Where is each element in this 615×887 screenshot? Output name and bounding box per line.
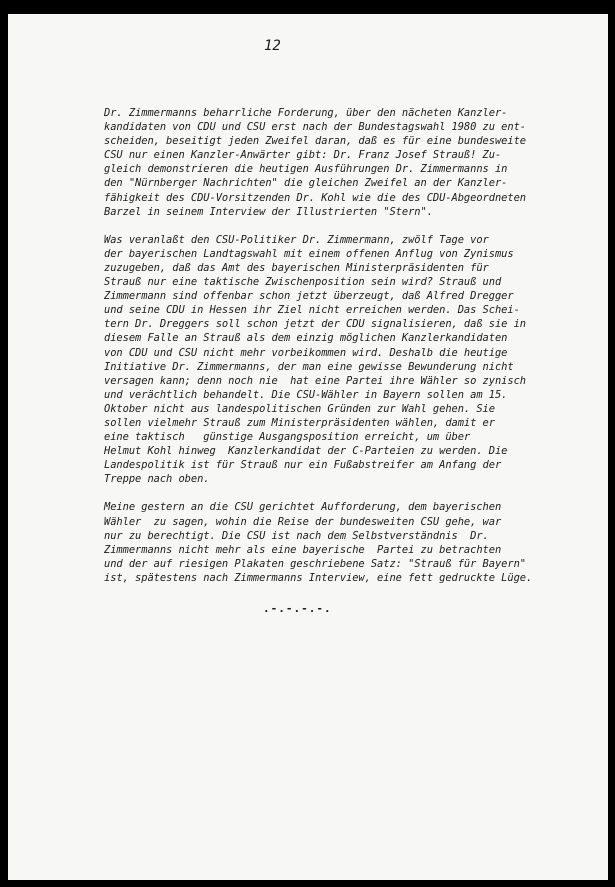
text-line: Treppe nach oben.	[104, 473, 210, 486]
text-line: fähigkeit des CDU-Vorsitzenden Dr. Kohl wie die des CDU-Abgeordneten	[104, 191, 526, 204]
text-line: der bayerischen Landtagswahl mit einem offenen Anflug von Zynismus	[104, 247, 514, 260]
text-line: ist, spätestens nach Zimmermanns Interview, eine fett gedruckte Lüge.	[104, 571, 533, 584]
text-line: Initiative Dr. Zimmermanns, der man eine gewisse Bewunderung nicht	[104, 360, 514, 373]
body-text	[104, 106, 600, 599]
text-line: Helmut Kohl hinweg Kanzlerkandidat der C-Parteien zu werden. Die	[104, 445, 508, 458]
text-line: gleich demonstrieren die heutigen Ausführungen Dr. Zimmermanns in	[104, 163, 508, 176]
text-line: Strauß nur eine taktische Zwischenposition sein wird? Strauß und	[104, 276, 502, 289]
page-number: 12	[264, 38, 281, 54]
text-line: Landespolitik ist für Strauß nur ein Fußabstreifer am Anfang der	[104, 459, 502, 472]
paragraph-3	[104, 500, 600, 585]
text-line: nur zu berechtigt. Die CSU ist nach dem Selbstverständnis Dr.	[104, 529, 489, 542]
text-line: Zimmermanns nicht mehr als eine bayerische Partei zu betrachten	[104, 543, 502, 556]
text-line: Barzel in seinem Interview der Illustrierten "Stern".	[104, 205, 433, 218]
text-line: diesem Falle an Strauß als dem einzig möglichen Kanzlerkandidaten	[104, 332, 508, 345]
text-line: kandidaten von CDU und CSU erst nach der Bundestagswahl 1980 zu ent-	[104, 121, 526, 134]
text-line: Wähler zu sagen, wohin die Reise der bundesweiten CSU gehe, war	[104, 515, 502, 528]
text-line: tern Dr. Dreggers soll schon jetzt der CDU signalisieren, daß sie in	[104, 318, 526, 331]
text-line: sollen vielmehr Strauß zum Ministerpräsidenten wählen, damit er	[104, 416, 495, 429]
end-separator: .-.-.-.-.	[263, 602, 332, 615]
text-line: zuzugeben, daß das Amt des bayerischen Ministerpräsidenten für	[104, 261, 489, 274]
text-line: Oktober nicht aus landespolitischen Gründen zur Wahl gehen. Sie	[104, 402, 495, 415]
text-line: CSU nur einen Kanzler-Anwärter gibt: Dr. Franz Josef Strauß! Zu-	[104, 149, 502, 162]
text-line: und der auf riesigen Plakaten geschriebene Satz: "Strauß für Bayern"	[104, 557, 526, 570]
paragraph-2	[104, 233, 600, 487]
text-line: Dr. Zimmermanns beharrliche Forderung, über den nächeten Kanzler-	[104, 107, 508, 119]
text-line: versagen kann; denn noch nie hat eine Partei ihre Wähler so zynisch	[104, 374, 526, 387]
text-line: den "Nürnberger Nachrichten" die gleichen Zweifel an der Kanzler-	[104, 177, 508, 190]
paragraph-1	[104, 106, 600, 219]
text-line: scheiden, beseitigt jeden Zweifel daran, daß es für eine bundesweite	[104, 135, 526, 148]
text-line: eine taktisch günstige Ausgangsposition erreicht, um über	[104, 431, 471, 444]
text-line: Meine gestern an die CSU gerichtet Aufforderung, dem bayerischen	[104, 501, 502, 514]
text-line: von CDU und CSU nicht mehr vorbeikommen wird. Deshalb die heutige	[104, 346, 508, 359]
text-line: und verächtlich behandelt. Die CSU-Wähler in Bayern sollen am 15.	[104, 388, 508, 401]
text-line: und seine CDU in Hessen ihr Ziel nicht erreichen werden. Das Schei-	[104, 304, 520, 317]
text-line: Zimmermann sind offenbar schon jetzt überzeugt, daß Alfred Dregger	[104, 290, 514, 303]
document-page	[8, 14, 608, 880]
text-line: Was veranlaßt den CSU-Politiker Dr. Zimmermann, zwölf Tage vor	[104, 233, 489, 246]
